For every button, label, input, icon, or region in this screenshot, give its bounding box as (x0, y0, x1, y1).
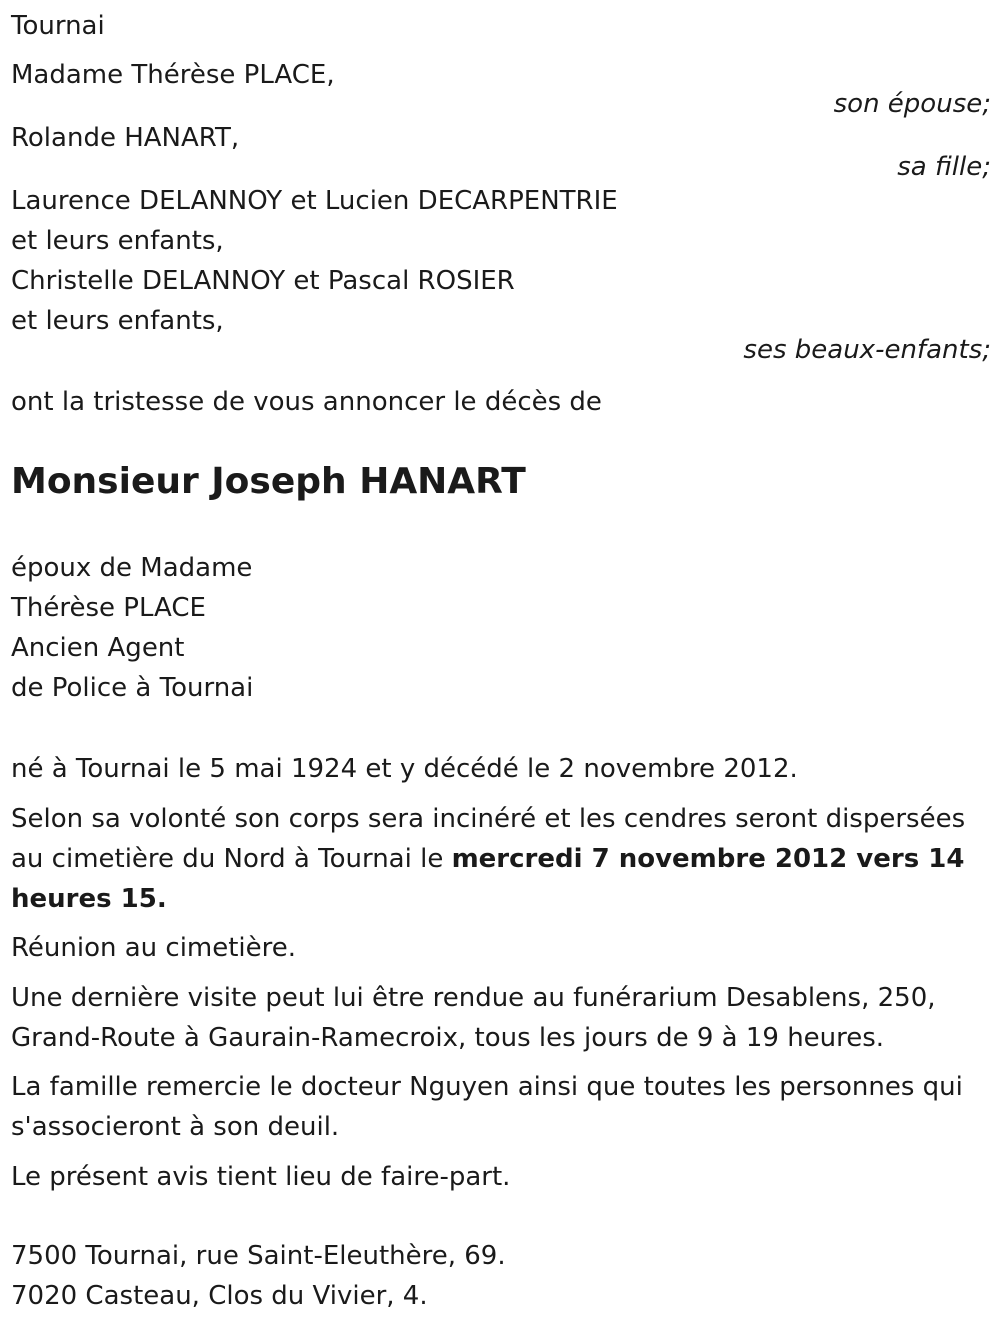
family-member-line: et leurs enfants, (11, 306, 224, 336)
address-line: 7500 Tournai, rue Saint-Eleuthère, 69. (11, 1241, 506, 1271)
cremation-paragraph (11, 799, 991, 919)
thanks-paragraph: La famille remercie le docteur Nguyen ainsi que toutes les personnes qui s'associeront à son deuil. (11, 1072, 963, 1142)
family-member-line: Christelle DELANNOY et Pascal ROSIER (11, 266, 515, 296)
deceased-detail-line: Thérèse PLACE (11, 593, 206, 623)
city-heading: Tournai (11, 11, 105, 41)
family-group-spouse (11, 55, 991, 117)
cremation-text: Selon sa volonté son corps sera incinéré et les cendres seront dispersées au cimetière du Nord à Tournai le (11, 804, 966, 874)
address-line: 7020 Casteau, Clos du Vivier, 4. (11, 1281, 428, 1311)
family-group-daughter (11, 118, 991, 180)
family-member-line: et leurs enfants, (11, 226, 224, 256)
family-member-line: Madame Thérèse PLACE, (11, 60, 335, 90)
deceased-detail-line: Ancien Agent (11, 633, 185, 663)
visit-paragraph: Une dernière visite peut lui être rendue au funérarium Desablens, 250, Grand-Route à Gaurain-Ramecroix, tous les jours de 9 à 19 heures. (11, 983, 936, 1053)
family-member-line: Laurence DELANNOY et Lucien DECARPENTRIE (11, 186, 618, 216)
cremation-date: mercredi 7 novembre 2012 vers 14 heures 15. (11, 844, 965, 914)
notice-text: Le présent avis tient lieu de faire-part. (11, 1162, 511, 1192)
deceased-detail-line: époux de Madame (11, 553, 253, 583)
announcement-text: ont la tristesse de vous annoncer le décès de (11, 387, 602, 417)
family-group-stepchildren (11, 181, 991, 363)
family-role: son épouse; (833, 89, 991, 119)
deceased-name: Monsieur Joseph HANART (11, 461, 526, 502)
meeting-text: Réunion au cimetière. (11, 933, 297, 963)
family-role: ses beaux-enfants; (743, 335, 991, 365)
birth-death-text: né à Tournai le 5 mai 1924 et y décédé le 2 novembre 2012. (11, 754, 798, 784)
deceased-details (11, 548, 253, 708)
deceased-detail-line: de Police à Tournai (11, 673, 254, 703)
family-role: sa fille; (897, 152, 991, 182)
addresses (11, 1236, 506, 1316)
family-member-line: Rolande HANART, (11, 123, 240, 153)
